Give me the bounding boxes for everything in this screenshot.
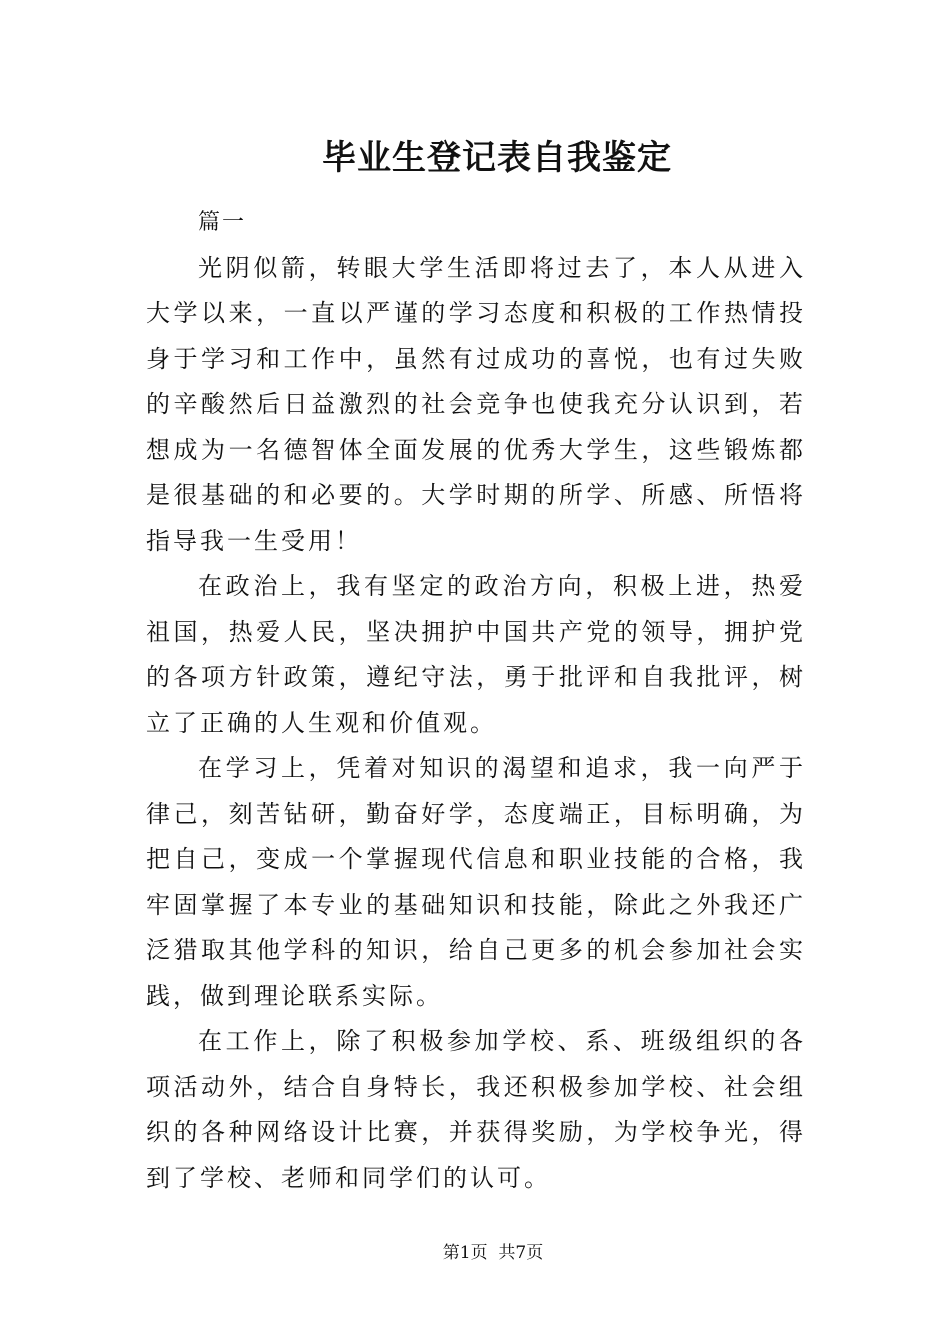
page-footer xyxy=(0,1240,950,1266)
paragraph-study: 在学习上，凭着对知识的渴望和追求，我一向严于律己，刻苦钻研，勤奋好学，态度端正，目标明确，为把自己，变成一个掌握现代信息和职业技能的合格，我牢固掌握了本专业的基础知识和技能，除此之外我还广泛猎取其他学科的知识，给自己更多的机会参加社会实践，做到理论联系实际。 xyxy=(146,754,806,1010)
document-title: 毕业生登记表自我鉴定 xyxy=(322,138,672,178)
document-body xyxy=(146,200,806,1201)
page-number: 第1页 共7页 xyxy=(442,1243,544,1263)
paragraph-politics: 在政治上，我有坚定的政治方向，积极上进，热爱祖国，热爱人民，坚决拥护中国共产党的领导，拥护党的各项方针政策，遵纪守法，勇于批评和自我批评，树立了正确的人生观和价值观。 xyxy=(146,572,806,737)
paragraph-intro: 光阴似箭，转眼大学生活即将过去了，本人从进入大学以来，一直以严谨的学习态度和积极的工作热情投身于学习和工作中，虽然有过成功的喜悦，也有过失败的辛酸然后日益激烈的社会竞争也使我充分认识到，若想成为一名德智体全面发展的优秀大学生，这些锻炼都是很基础的和必要的。大学时期的所学、所感、所悟将指导我一生受用！ xyxy=(146,253,806,555)
section-label: 篇一 xyxy=(198,210,247,235)
paragraph-work: 在工作上，除了积极参加学校、系、班级组织的各项活动外，结合自身特长，我还积极参加学校、社会组织的各种网络设计比赛，并获得奖励，为学校争光，得到了学校、老师和同学们的认可。 xyxy=(146,1027,806,1192)
